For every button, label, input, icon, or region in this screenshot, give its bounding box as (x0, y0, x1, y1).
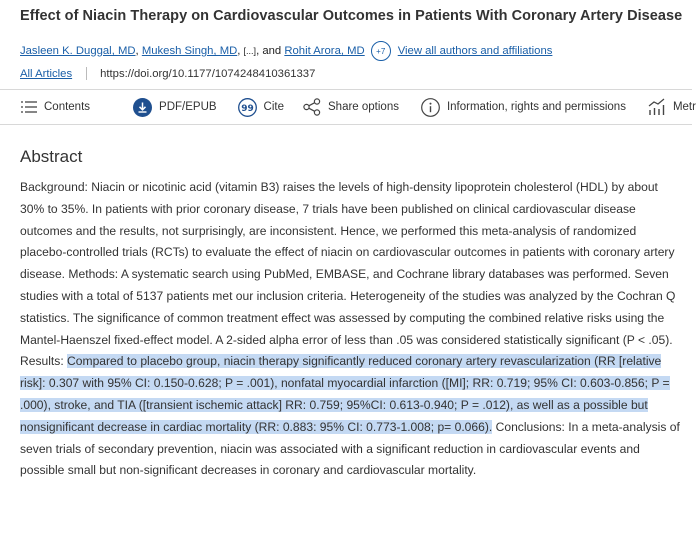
share-icon (303, 98, 321, 116)
contents-label: Contents (44, 101, 91, 113)
info-icon (421, 98, 440, 117)
info-rights-button[interactable] (421, 90, 626, 124)
and-text: , and (256, 45, 282, 57)
abstract-text-before: Background: Niacin or nicotinic acid (vitamin B3) raises the levels of high-density lipoprotein cholesterol (HDL) by about 30% to 35%. In patients with prior coronary disease, 7 trials have been published on clinical cardiovascular disease outcomes and the results, not surprisingly, are inconsistent. Hence, we performed this meta-analysis of randomized placebo-controlled trials (RCTs) to evaluate the effect of niacin on cardiovascular outcomes in patients with coronary artery disease. Methods: A systematic search using PubMed, EMBASE, and Cochrane library databases was performed. Seven studies with a total of 5137 patients met our inclusion criteria. Heterogeneity of the studies was analyzed by the Cochran Q statistics. The significance of common treatment effect was assessed by computing the combined relative risks using the Mantel-Haenszel fixed-effect model. A 2-sided alpha error of less than .05 was considered statistically significant (P < .05). Results: (20, 180, 676, 369)
author-link[interactable]: Rohit Arora, MD (284, 45, 365, 57)
authors-ellipsis: [...] (243, 46, 257, 56)
author-separator: , (135, 45, 142, 57)
contents-button[interactable] (21, 90, 90, 124)
article-title: Effect of Niacin Therapy on Cardiovascular Outcomes in Patients With Coronary Artery Disease (20, 8, 683, 24)
bar-chart-icon (648, 98, 666, 116)
view-all-authors-link[interactable]: View all authors and affiliations (397, 45, 553, 57)
author-link[interactable]: Mukesh Singh, MD (141, 45, 238, 57)
cite-label: Cite (263, 101, 284, 113)
author-link[interactable]: Jasleen K. Duggal, MD (20, 45, 136, 57)
more-authors-badge[interactable]: +7 (371, 41, 391, 61)
abstract-heading: Abstract (20, 147, 83, 166)
quote-icon (238, 98, 257, 117)
download-icon (133, 98, 152, 117)
metrics-button[interactable] (648, 90, 696, 124)
pdf-epub-button[interactable] (133, 90, 217, 124)
pdf-epub-label: PDF/EPUB (159, 101, 217, 113)
article-toolbar (0, 89, 696, 125)
author-list (20, 41, 552, 61)
doi-text[interactable]: https://doi.org/10.1177/1074248410361337 (100, 67, 316, 80)
all-articles-link[interactable]: All Articles (20, 67, 73, 80)
cite-button[interactable] (238, 90, 284, 124)
abstract-text-after: Conclusions: In a meta-analysis of seven trials of secondary prevention, niacin was associated with a significant reduction in cardiovascular events and possible small but non-significant decreases in coronary and cardiovascular mortality. (20, 419, 680, 478)
meta-divider (86, 67, 87, 80)
metrics-label: Metr (672, 101, 696, 113)
svg-text:99: 99 (240, 103, 254, 114)
abstract-text (20, 177, 680, 482)
abstract-highlighted-text: Compared to placebo group, niacin therapy significantly reduced coronary artery revascularization (RR [relative risk]: 0.307 with 95% CI: 0.150-0.628; P = .001), nonfatal myocardial infarction ([MI]; RR: 0.719; 95% CI: 0.603-0.856; P = .000), stroke, and TIA ([transient ischemic attack] RR: 0.759; 95%CI: 0.613-0.940; P = .012), as well as a possible but nonsignificant decrease in cardiac mortality (RR: 0.883: 95% CI: 0.773-1.008; p= 0.066). (20, 354, 670, 434)
article-meta (20, 67, 315, 80)
share-options-label: Share options (328, 101, 399, 113)
share-options-button[interactable] (303, 90, 399, 124)
list-icon (21, 101, 37, 113)
author-separator: , (237, 45, 244, 57)
info-rights-label: Information, rights and permissions (446, 101, 626, 113)
